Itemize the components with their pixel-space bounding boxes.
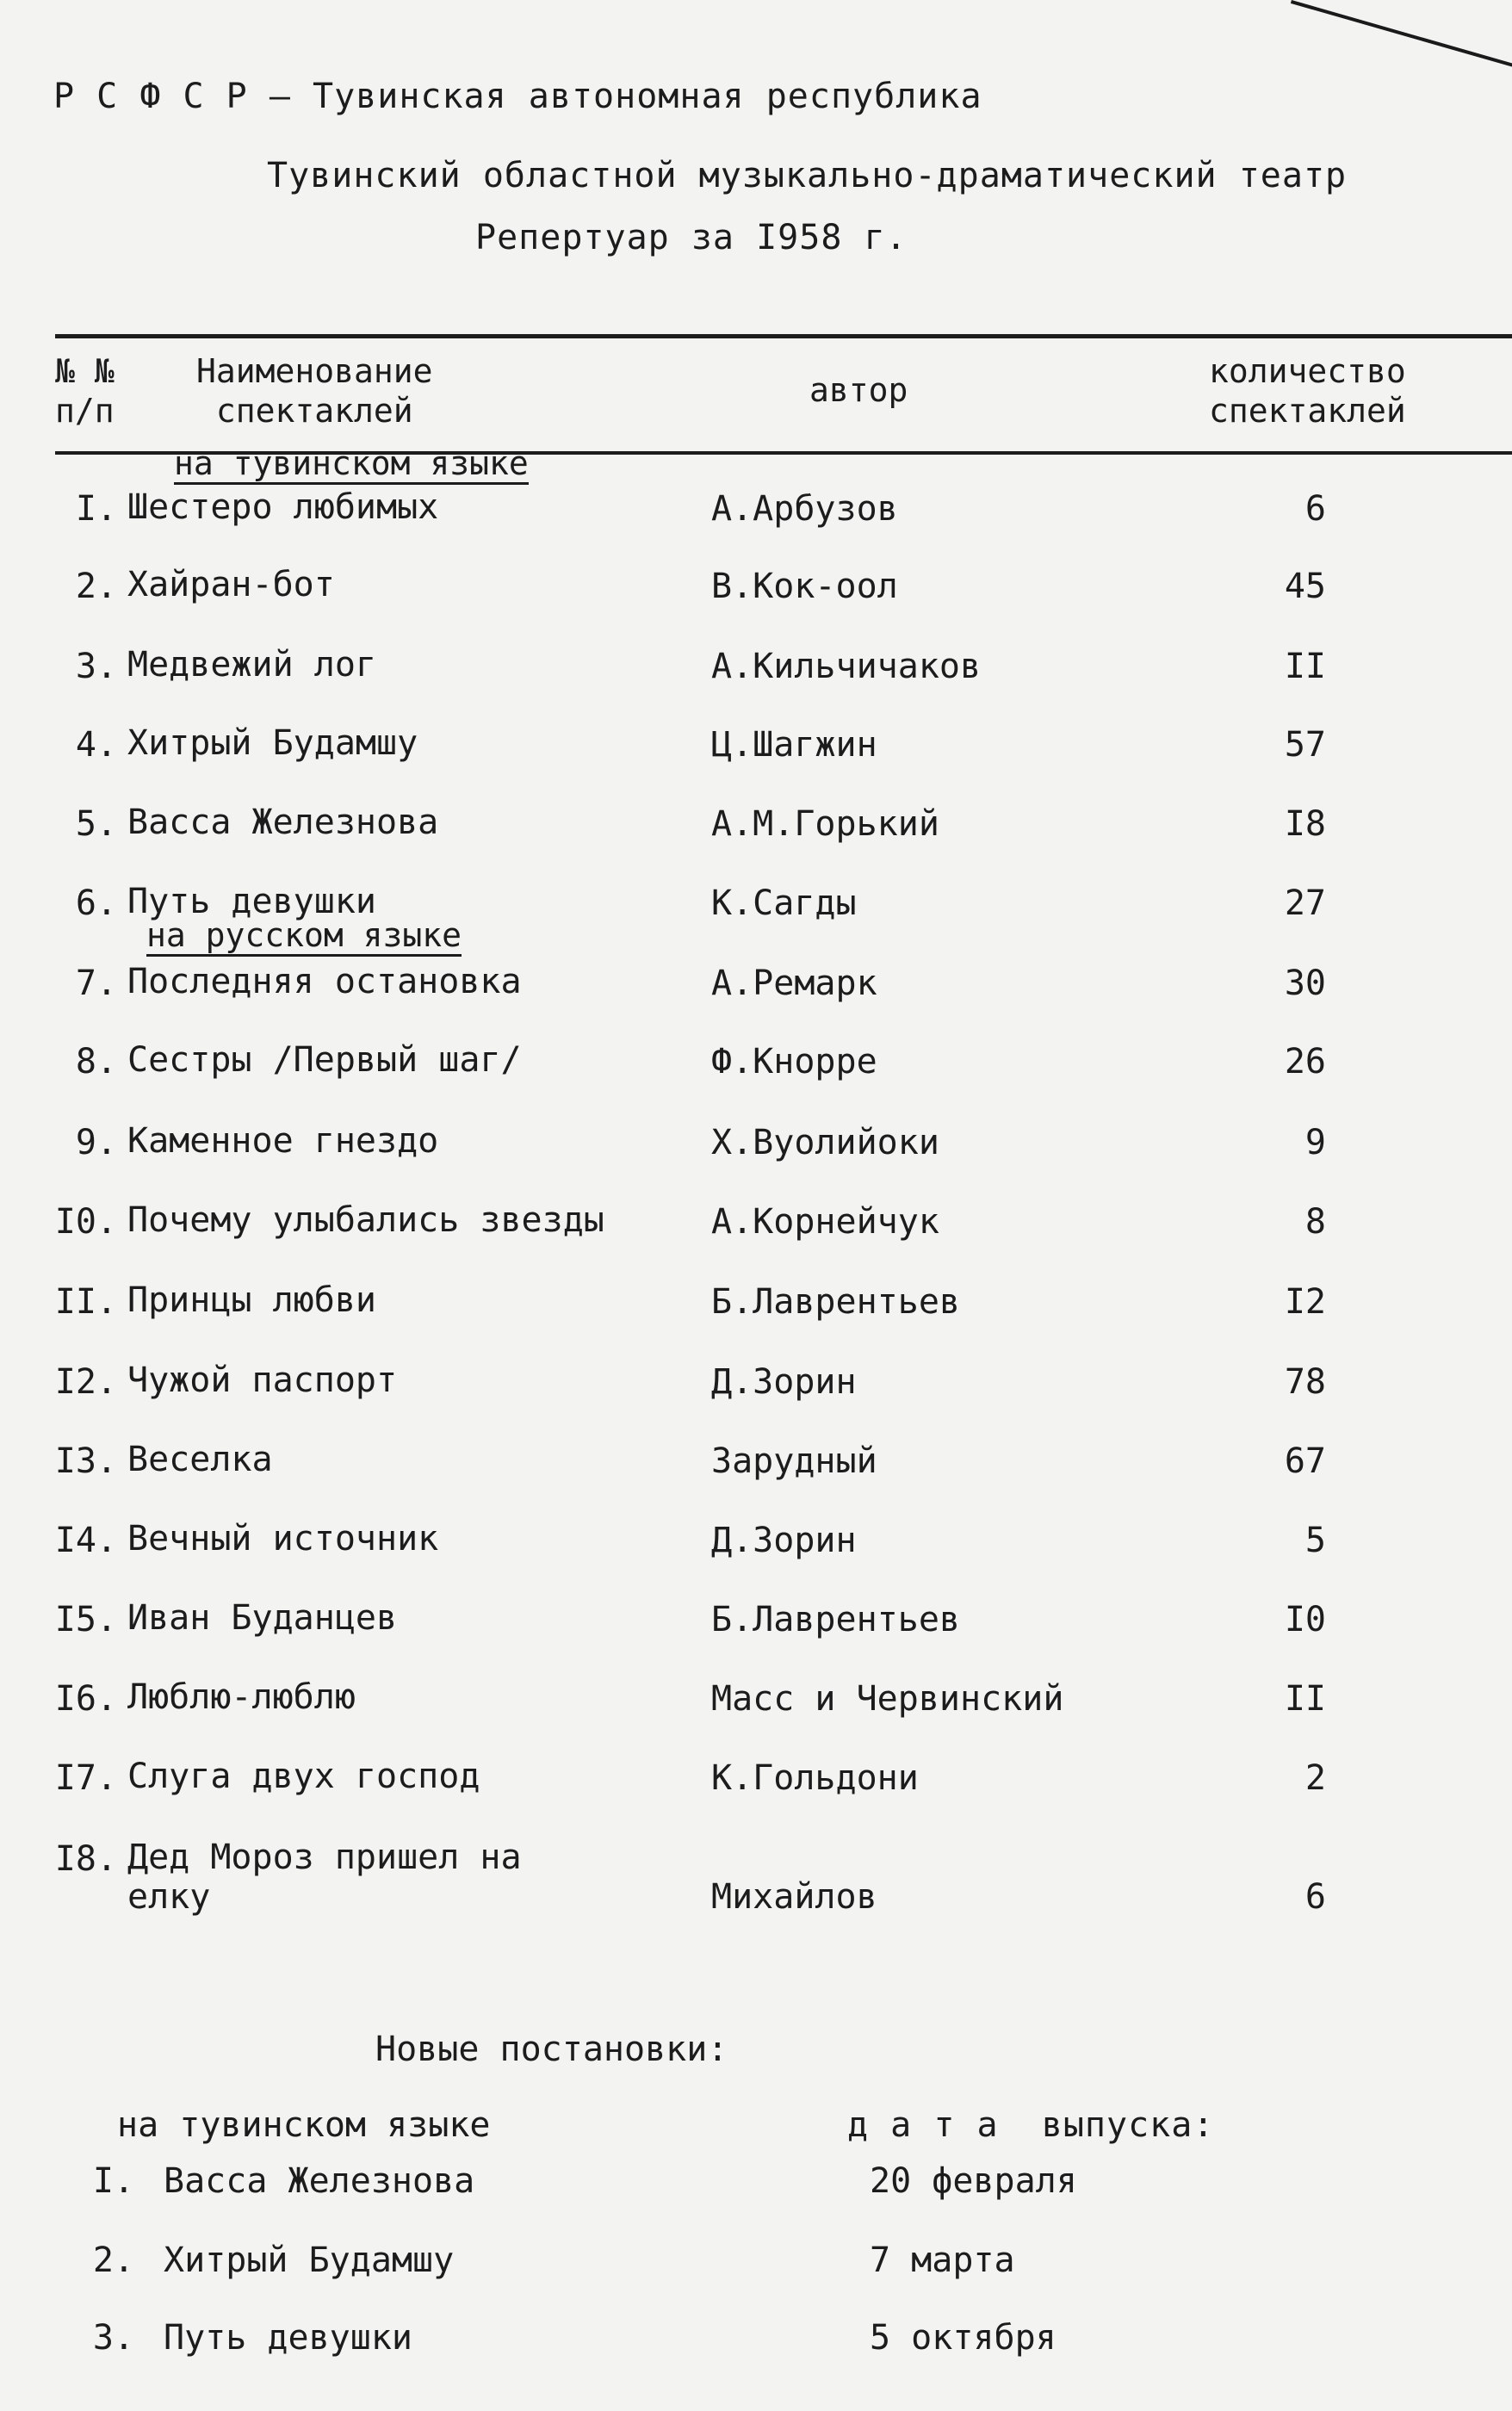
item-number: I.	[92, 2161, 134, 2201]
play-title: Чужой паспорт	[127, 1360, 398, 1400]
row-number: 3.	[75, 647, 117, 686]
table-top-rule	[55, 334, 1512, 338]
table-row	[0, 723, 1512, 766]
table-row	[0, 565, 1512, 608]
performance-count: 6	[1304, 1877, 1326, 1917]
performance-count: 67	[1284, 1441, 1326, 1481]
row-number: II.	[54, 1282, 117, 1322]
table-row	[0, 1440, 1512, 1483]
play-title: Сестры /Первый шаг/	[127, 1040, 522, 1080]
row-number: 5.	[75, 804, 117, 844]
table-row	[0, 962, 1512, 1005]
performance-count: 30	[1284, 964, 1326, 1003]
table-row	[0, 1200, 1512, 1243]
play-title: Вечный источник	[127, 1519, 439, 1559]
play-author: Б.Лаврентьев	[711, 1282, 960, 1322]
play-title: Иван Буданцев	[127, 1598, 398, 1638]
play-author: Д.Зорин	[711, 1521, 857, 1560]
section-russian-label: на русском языке	[146, 916, 462, 957]
performance-count: II	[1284, 1679, 1326, 1719]
play-author: Ф.Кнорре	[711, 1042, 877, 1082]
row-number: 2.	[75, 567, 117, 606]
table-row	[0, 1280, 1512, 1323]
list-item	[0, 2239, 1512, 2282]
play-title: Хитрый Будамшу	[127, 723, 418, 763]
item-date: 7 марта	[870, 2241, 1015, 2280]
play-title: Слуга двух господ	[127, 1757, 480, 1796]
performance-count: 2	[1304, 1758, 1326, 1798]
item-title: Путь девушки	[164, 2318, 412, 2358]
header-line-1: Р С Ф С Р – Тувинская автономная республика	[53, 77, 982, 116]
performance-count: 27	[1284, 883, 1326, 923]
play-author: А.Ремарк	[711, 964, 877, 1003]
performance-count: 6	[1304, 489, 1326, 529]
item-date: 5 октября	[870, 2318, 1057, 2358]
table-row	[0, 1360, 1512, 1404]
play-title: Путь девушки	[127, 882, 376, 921]
header-line-3: Репертуар за I958 г.	[475, 218, 908, 257]
item-date: 20 февраля	[870, 2161, 1077, 2201]
table-row	[0, 645, 1512, 688]
corner-mark	[1291, 0, 1512, 82]
item-title: Хитрый Будамшу	[164, 2241, 455, 2280]
table-row	[0, 1677, 1512, 1720]
new-productions-language: на тувинском языке	[117, 2105, 491, 2145]
column-header-name: Наименование спектаклей	[196, 352, 433, 430]
row-number: I8.	[54, 1839, 117, 1879]
play-title: Дед Мороз пришел на елку	[127, 1838, 522, 1917]
play-author: К.Гольдони	[711, 1758, 919, 1798]
play-author: Ц.Шагжин	[711, 725, 877, 765]
play-author: В.Кок-оол	[711, 567, 898, 606]
play-title: Васса Железнова	[127, 803, 439, 842]
play-title: Веселка	[127, 1440, 273, 1479]
play-title: Принцы любви	[127, 1280, 376, 1320]
list-item	[0, 2316, 1512, 2359]
performance-count: I2	[1284, 1282, 1326, 1322]
table-row	[0, 1838, 1512, 1917]
play-author: А.Корнейчук	[711, 1202, 939, 1242]
row-number: I6.	[54, 1679, 117, 1719]
row-number: I3.	[54, 1441, 117, 1481]
table-row	[0, 1040, 1512, 1083]
performance-count: 8	[1304, 1202, 1326, 1242]
row-number: 9.	[75, 1123, 117, 1162]
performance-count: 57	[1284, 725, 1326, 765]
table-row	[0, 803, 1512, 846]
performance-count: II	[1284, 647, 1326, 686]
table-row	[0, 1121, 1512, 1164]
list-item	[0, 2160, 1512, 2203]
play-author: Зарудный	[711, 1441, 877, 1481]
performance-count: 26	[1284, 1042, 1326, 1082]
table-row	[0, 487, 1512, 530]
row-number: I7.	[54, 1758, 117, 1798]
play-author: К.Сагды	[711, 883, 857, 923]
play-title: Почему улыбались звезды	[127, 1200, 604, 1240]
play-title: Хайран-бот	[127, 565, 335, 604]
column-header-count: количество спектаклей	[1209, 352, 1406, 430]
row-number: I0.	[54, 1202, 117, 1242]
row-number: I4.	[54, 1521, 117, 1560]
column-header-author: автор	[809, 371, 908, 409]
new-productions-date-label: д а т а выпуска:	[847, 2105, 1215, 2145]
row-number: 6.	[75, 883, 117, 923]
play-title: Медвежий лог	[127, 645, 376, 685]
table-row	[0, 1519, 1512, 1562]
play-author: Б.Лаврентьев	[711, 1600, 960, 1639]
row-number: 8.	[75, 1042, 117, 1082]
item-number: 3.	[92, 2318, 134, 2358]
performance-count: I0	[1284, 1600, 1326, 1639]
table-row	[0, 1757, 1512, 1800]
row-number: I.	[75, 489, 117, 529]
table-row	[0, 882, 1512, 925]
play-author: А.М.Горький	[711, 804, 939, 844]
item-title: Васса Железнова	[164, 2161, 475, 2201]
row-number: 4.	[75, 725, 117, 765]
play-author: Масс и Червинский	[711, 1679, 1064, 1719]
new-productions-heading: Новые постановки:	[375, 2030, 728, 2069]
play-title: Последняя остановка	[127, 962, 522, 1001]
play-title: Каменное гнездо	[127, 1121, 439, 1161]
play-title: Люблю-люблю	[127, 1677, 356, 1717]
play-author: Х.Вуолийоки	[711, 1123, 939, 1162]
section-tuvan-label: на тувинском языке	[174, 444, 529, 485]
play-author: Д.Зорин	[711, 1362, 857, 1402]
performance-count: 5	[1304, 1521, 1326, 1560]
play-author: Михайлов	[711, 1877, 877, 1917]
table-row	[0, 1598, 1512, 1641]
play-author: А.Кильчичаков	[711, 647, 982, 686]
row-number: I5.	[54, 1600, 117, 1639]
row-number: 7.	[75, 964, 117, 1003]
performance-count: 45	[1284, 567, 1326, 606]
play-author: А.Арбузов	[711, 489, 898, 529]
item-number: 2.	[92, 2241, 134, 2280]
row-number: I2.	[54, 1362, 117, 1402]
performance-count: I8	[1284, 804, 1326, 844]
header-line-2: Тувинский областной музыкально-драматический театр	[267, 156, 1348, 195]
play-title: Шестеро любимых	[127, 487, 439, 527]
column-header-number: № № п/п	[55, 352, 115, 430]
performance-count: 9	[1304, 1123, 1326, 1162]
performance-count: 78	[1284, 1362, 1326, 1402]
